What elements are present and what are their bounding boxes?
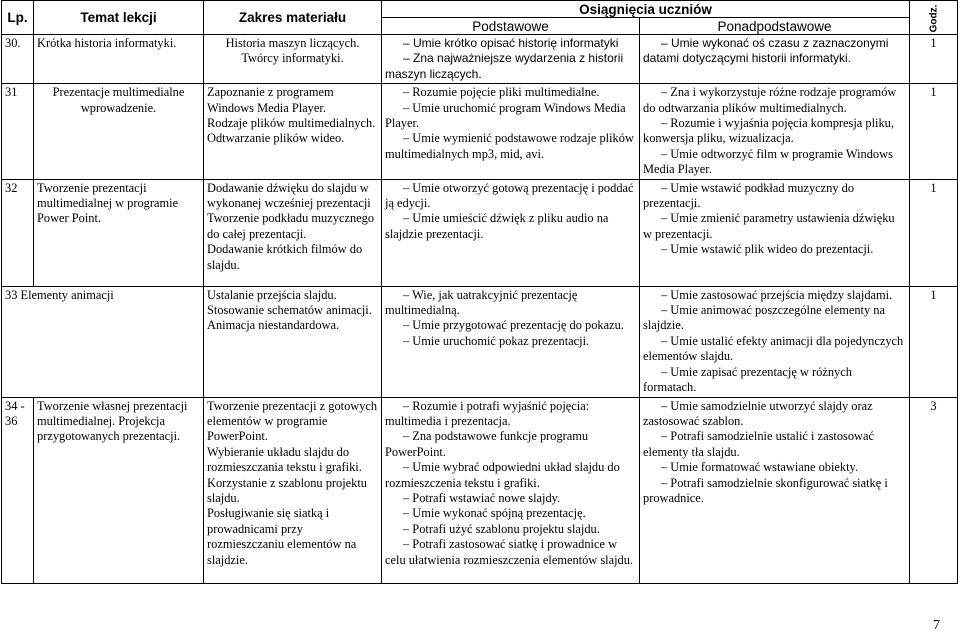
row-temat: Tworzenie własnej prezentacji multimedialnej. Projekcja przygotowanych prezentacji. — [34, 397, 204, 583]
header-godz: Godz. — [910, 1, 958, 35]
header-podstawowe: Podstawowe — [382, 18, 640, 35]
row-zakres: Dodawanie dźwięku do slajdu w wykonanej wcześniej prezentacji Tworzenie podkładu muzycznego do całej prezentacji. Dodawanie krótkich filmów do slajdu. — [204, 179, 382, 286]
row-lp: 32 — [2, 179, 34, 286]
row-ponadpodstawowe: – Umie zastosować przejścia między slajdami. – Umie animować poszczególne elementy na slajdzie. – Umie ustalić efekty animacji dla pojedynczych elementów slajdu. – Umie zapisać prezentację w różnych formatach. — [640, 286, 910, 397]
row-podstawowe: – Rozumie pojęcie pliki multimedialne. – Umie uruchomić program Windows Media Player. – Umie wymienić podstawowe rodzaje plików multimedialnych mp3, mid, avi. — [382, 84, 640, 179]
header-osiagniecia: Osiągnięcia uczniów — [382, 1, 910, 18]
row-zakres: Zapoznanie z programem Windows Media Player. Rodzaje plików multimedialnych. Odtwarzanie plików wideo. — [204, 84, 382, 179]
row-ponadpodstawowe: – Zna i wykorzystuje różne rodzaje programów do odtwarzania plików multimedialnych. – Rozumie i wyjaśnia pojęcia kompresja pliku, konwersja pliku, wizualizacja. – Umie odtworzyć film w programie Windows Media Player. — [640, 84, 910, 179]
table-row — [2, 84, 958, 179]
row-temat: Tworzenie prezentacji multimedialnej w programie Power Point. — [34, 179, 204, 286]
page-number: 7 — [933, 618, 940, 633]
header-zakres: Zakres materiału — [204, 1, 382, 35]
row-podstawowe: – Umie otworzyć gotową prezentację i poddać ją edycji. – Umie umieścić dźwięk z pliku audio na slajdzie prezentacji. — [382, 179, 640, 286]
row-podstawowe: – Rozumie i potrafi wyjaśnić pojęcia: multimedia i prezentacja. – Zna podstawowe funkcje programu PowerPoint. – Umie wybrać odpowiedni układ slajdu do rozmieszczenia tekstu i grafiki. – Potrafi wstawiać nowe slajdy. – Umie wykonać spójną prezentację. – Potrafi użyć szablonu projektu slajdu. – Potrafi zastosować siatkę i prowadnice w celu ułatwienia rozmieszczenia elementów slajdu. — [382, 397, 640, 583]
row-lp: 31 — [2, 84, 34, 179]
table-row — [2, 35, 958, 84]
row-zakres: Tworzenie prezentacji z gotowych elementów w programie PowerPoint. Wybieranie układu slajdu do rozmieszczania tekstu i grafiki. Korzystanie z szablonu projektu slajdu. Posługiwanie się siatką i prowadnicami przy rozmieszczaniu elementów na slajdzie. — [204, 397, 382, 583]
row-godz: 1 — [910, 179, 958, 286]
table-row — [2, 397, 958, 583]
row-podstawowe: – Umie krótko opisać historię informatyki – Zna najważniejsze wydarzenia z historii maszyn liczących. — [382, 35, 640, 84]
row-ponadpodstawowe: – Umie samodzielnie utworzyć slajdy oraz zastosować szablon. – Potrafi samodzielnie ustalić i zastosować elementy tła slajdu. – Umie formatować wstawiane obiekty. – Potrafi samodzielnie skonfigurować siatkę i prowadnice. — [640, 397, 910, 583]
header-temat: Temat lekcji — [34, 1, 204, 35]
row-godz: 1 — [910, 35, 958, 84]
row-temat: Prezentacje multimedialne wprowadzenie. — [34, 84, 204, 179]
row-ponadpodstawowe: – Umie wykonać oś czasu z zaznaczonymi datami dotyczącymi historii informatyki. — [640, 35, 910, 84]
row-lp: 30. — [2, 35, 34, 84]
row-zakres: Ustalanie przejścia slajdu. Stosowanie schematów animacji. Animacja niestandardowa. — [204, 286, 382, 397]
row-lp-temat: 33 Elementy animacji — [2, 286, 204, 397]
row-lp: 34 - 36 — [2, 397, 34, 583]
row-zakres: Historia maszyn liczących. Twórcy informatyki. — [204, 35, 382, 84]
row-ponadpodstawowe: – Umie wstawić podkład muzyczny do prezentacji. – Umie zmienić parametry ustawienia dźwięku w prezentacji. – Umie wstawić plik wideo do prezentacji. — [640, 179, 910, 286]
table-row — [2, 286, 958, 397]
row-godz: 1 — [910, 286, 958, 397]
row-godz: 1 — [910, 84, 958, 179]
header-lp: Lp. — [2, 1, 34, 35]
header-ponadpodstawowe: Ponadpodstawowe — [640, 18, 910, 35]
row-podstawowe: – Wie, jak uatrakcyjnić prezentację multimedialną. – Umie przygotować prezentację do pokazu. – Umie uruchomić pokaz prezentacji. — [382, 286, 640, 397]
curriculum-table — [1, 0, 958, 584]
row-temat: Krótka historia informatyki. — [34, 35, 204, 84]
table-row — [2, 179, 958, 286]
row-godz: 3 — [910, 397, 958, 583]
